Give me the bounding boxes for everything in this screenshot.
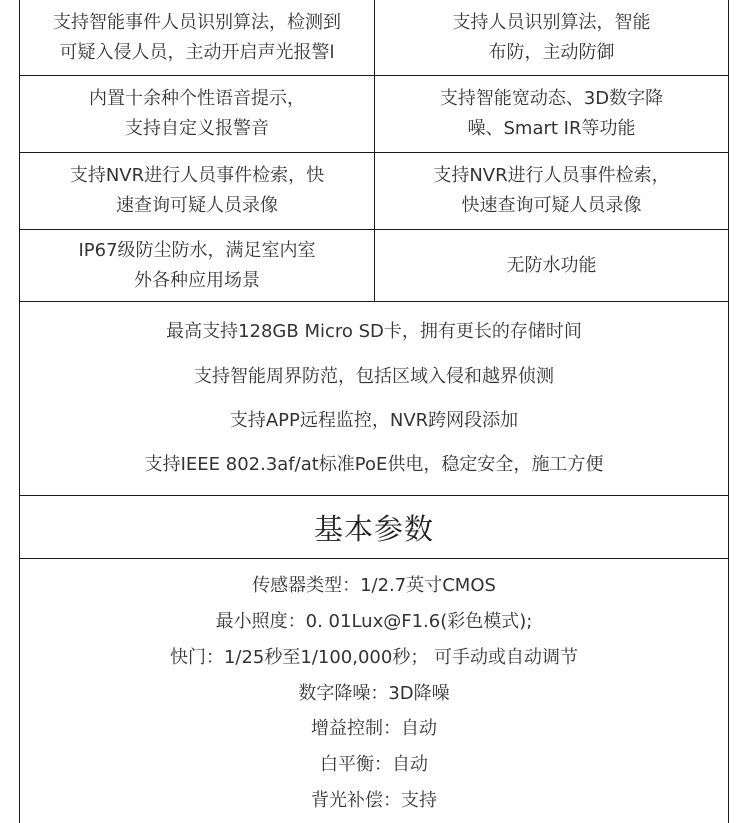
comparison-cell-right (375, 153, 728, 229)
comparison-cell-left (20, 76, 375, 152)
comparison-cell-left (20, 153, 375, 229)
feature-item: 最高支持128GB Micro SD卡，拥有更长的存储时间 (166, 321, 582, 342)
feature-list (20, 301, 728, 496)
comparison-cell-right (375, 230, 728, 301)
section-header (20, 496, 728, 559)
spec-item: 数字降噪：3D降噪 (298, 683, 450, 704)
cell-text-line: 内置十余种个性语音提示， (89, 88, 305, 109)
spec-item: 背光补偿：支持 (311, 790, 437, 811)
cell-text-line: 速查询可疑人员录像 (115, 195, 278, 216)
spec-sheet (19, 0, 729, 823)
cell-text-line: 支持人员识别算法，智能 (452, 11, 651, 33)
cell-text-line: 布防，主动防御 (488, 41, 615, 63)
section-title: 基本参数 (313, 511, 434, 546)
cell-text-line: 支持智能事件人员识别算法，检测到 (53, 11, 341, 33)
cell-text-line: 支持自定义报警音 (125, 118, 269, 139)
cell-text-line: 支持智能宽动态、3D数字降 (439, 88, 664, 109)
cell-text-line: IP67级防尘防水，满足室内室 (78, 239, 316, 261)
spec-item: 最小照度：0. 01Lux@F1.6(彩色模式); (215, 611, 533, 632)
spec-list (20, 559, 728, 823)
comparison-row (20, 0, 728, 76)
feature-item: 支持APP远程监控，NVR跨网段添加 (229, 410, 519, 431)
comparison-cell-right (375, 76, 728, 152)
comparison-row (20, 230, 728, 302)
comparison-row (20, 153, 728, 230)
comparison-cell-left (20, 230, 375, 301)
comparison-cell-right (375, 0, 728, 75)
cell-text-line: 可疑入侵人员，主动开启声光报警l (59, 41, 335, 63)
feature-item: 支持智能周界防范，包括区域入侵和越界侦测 (194, 366, 554, 387)
feature-item: 支持IEEE 802.3af/at标准PoE供电，稳定安全，施工方便 (144, 454, 604, 475)
comparison-row (20, 76, 728, 153)
spec-item: 传感器类型：1/2.7英寸CMOS (252, 575, 496, 596)
cell-text-line: 外各种应用场景 (133, 269, 260, 291)
comparison-cell-left (20, 0, 375, 75)
cell-text-line: 支持NVR进行人员事件检索， (433, 165, 670, 186)
cell-text-line: 无防水功能 (506, 254, 597, 276)
cell-text-line: 噪、Smart IR等功能 (467, 118, 636, 139)
spec-item: 增益控制：自动 (311, 718, 437, 739)
spec-item: 白平衡：自动 (320, 754, 428, 775)
cell-text-line: 快速查询可疑人员录像 (461, 195, 642, 216)
spec-item: 快门：1/25秒至1/100,000秒； 可手动或自动调节 (169, 647, 579, 668)
cell-text-line: 支持NVR进行人员事件检索，快 (69, 165, 325, 186)
